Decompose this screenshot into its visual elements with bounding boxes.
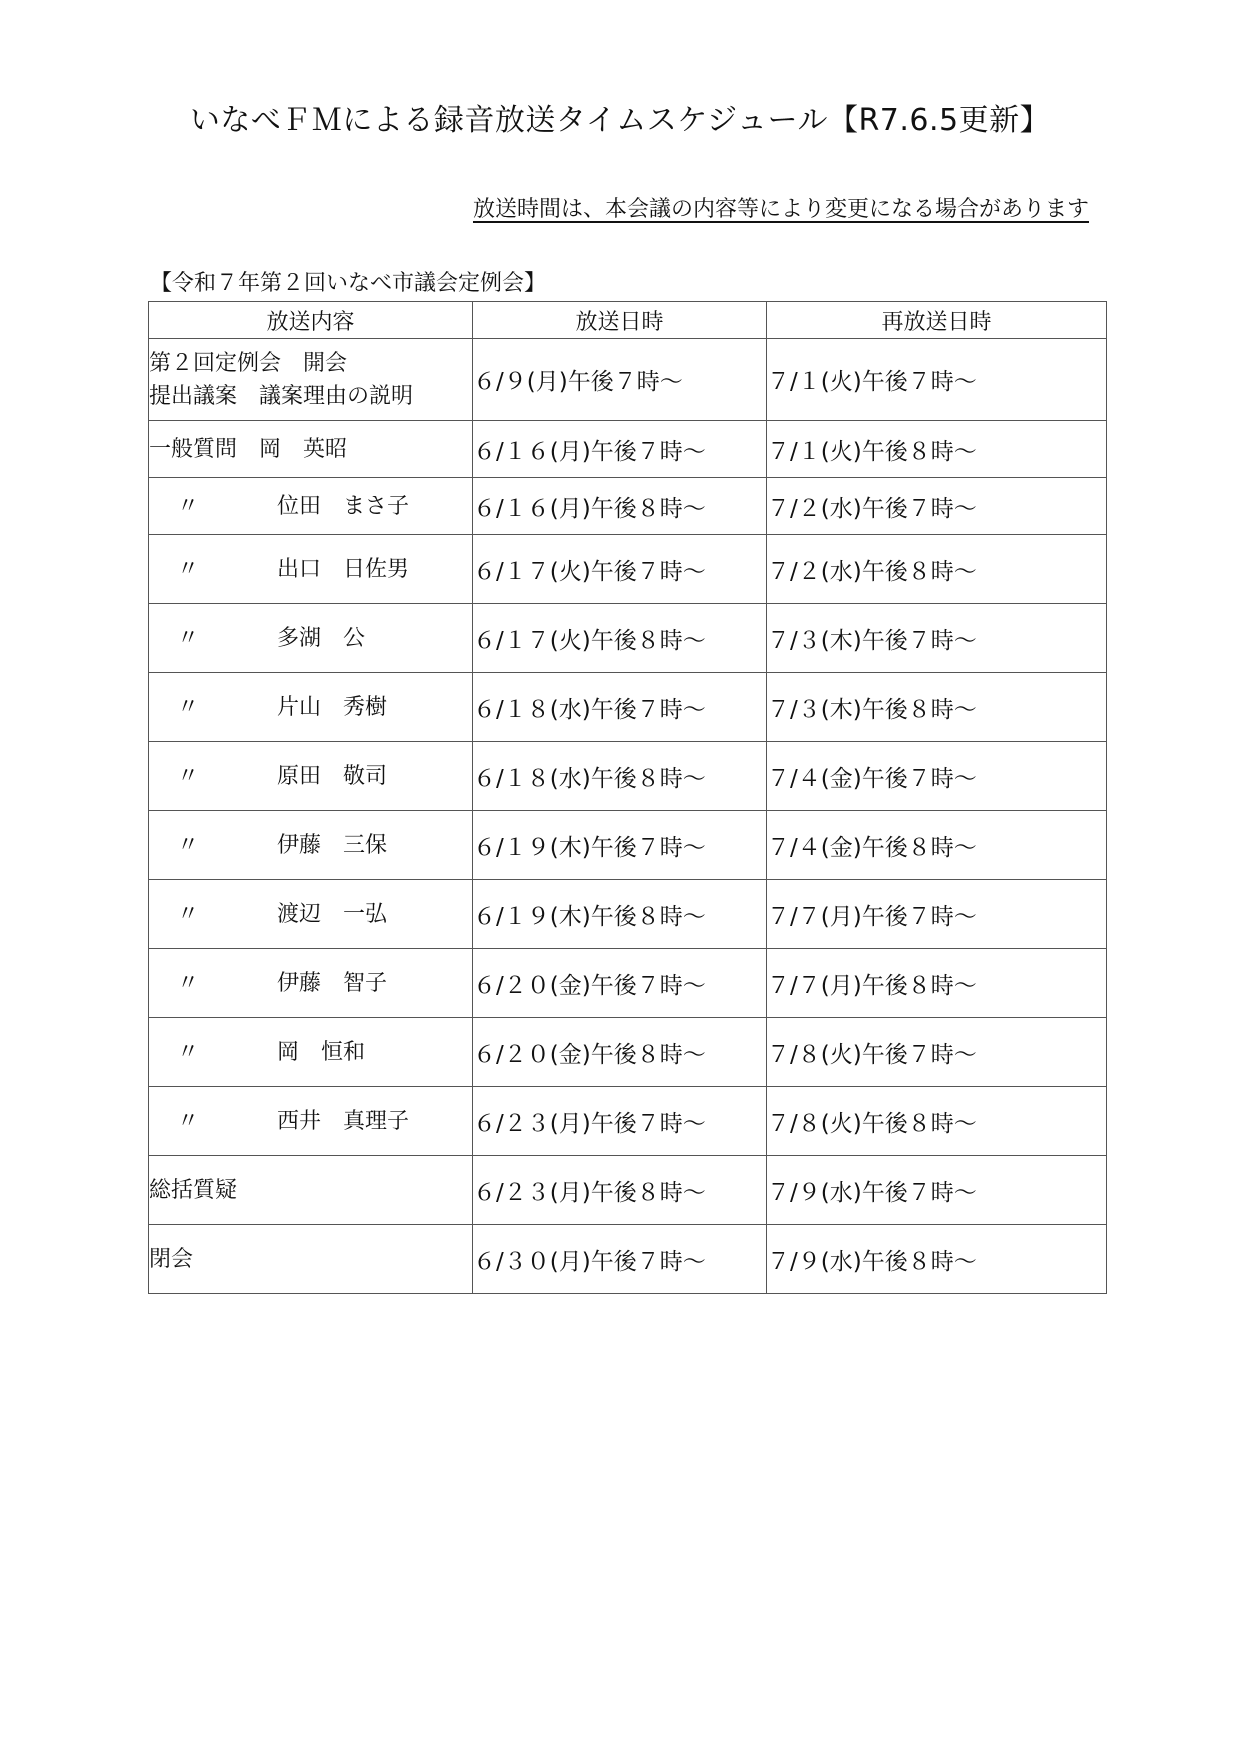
rebroadcast-date: ７/２(水)午後７時～ xyxy=(767,478,1107,535)
schedule-table xyxy=(148,301,1107,1294)
table-row xyxy=(149,742,1107,811)
ditto-mark: 〃 xyxy=(177,493,200,519)
broadcast-date: ６/２３(月)午後７時～ xyxy=(473,1087,767,1156)
table-row xyxy=(149,880,1107,949)
broadcast-date: ６/１９(木)午後８時～ xyxy=(473,880,767,949)
rebroadcast-date: ７/７(月)午後８時～ xyxy=(767,949,1107,1018)
table-row xyxy=(149,339,1107,421)
speaker-name: 片山 秀樹 xyxy=(277,694,388,720)
row-content xyxy=(149,742,473,811)
broadcast-date: ６/１８(水)午後８時～ xyxy=(473,742,767,811)
session-title: 【令和７年第２回いなべ市議会定例会】 xyxy=(150,271,547,296)
speaker-name: 岡 恒和 xyxy=(277,1039,366,1065)
table-row xyxy=(149,673,1107,742)
rebroadcast-date: ７/８(火)午後７時～ xyxy=(767,1018,1107,1087)
rebroadcast-date: ７/１(火)午後８時～ xyxy=(767,421,1107,478)
row-content xyxy=(149,478,473,535)
ditto-mark: 〃 xyxy=(177,1108,200,1134)
broadcast-date: ６/１９(木)午後７時～ xyxy=(473,811,767,880)
speaker-name: 位田 まさ子 xyxy=(277,493,410,519)
table-row xyxy=(149,1087,1107,1156)
rebroadcast-date: ７/４(金)午後７時～ xyxy=(767,742,1107,811)
header-broadcast-date: 放送日時 xyxy=(473,302,767,339)
table-header-row xyxy=(149,302,1107,339)
page-title: いなべＦＭによる録音放送タイムスケジュール【R7.6.5更新】 xyxy=(189,103,1051,138)
speaker-name: 伊藤 智子 xyxy=(277,970,388,996)
ditto-mark: 〃 xyxy=(177,970,200,996)
table-row xyxy=(149,1225,1107,1294)
header-rebroadcast-date: 再放送日時 xyxy=(767,302,1107,339)
speaker-name: 渡辺 一弘 xyxy=(277,901,388,927)
broadcast-date: ６/１７(火)午後７時～ xyxy=(473,535,767,604)
row-content xyxy=(149,811,473,880)
row-content xyxy=(149,880,473,949)
ditto-mark: 〃 xyxy=(177,556,200,582)
rebroadcast-date: ７/３(木)午後７時～ xyxy=(767,604,1107,673)
row-content xyxy=(149,1018,473,1087)
broadcast-date: ６/１６(月)午後８時～ xyxy=(473,478,767,535)
content-line: 提出議案 議案理由の説明 xyxy=(149,383,414,409)
ditto-mark: 〃 xyxy=(177,832,200,858)
rebroadcast-date: ７/９(水)午後８時～ xyxy=(767,1225,1107,1294)
rebroadcast-date: ７/７(月)午後７時～ xyxy=(767,880,1107,949)
broadcast-date: ６/３０(月)午後７時～ xyxy=(473,1225,767,1294)
table-row xyxy=(149,604,1107,673)
rebroadcast-date: ７/３(木)午後８時～ xyxy=(767,673,1107,742)
table-row xyxy=(149,421,1107,478)
row-content xyxy=(149,673,473,742)
table-row xyxy=(149,949,1107,1018)
table-row xyxy=(149,478,1107,535)
row-content: 総括質疑 xyxy=(149,1156,473,1225)
row-content xyxy=(149,339,473,421)
schedule-notice: 放送時間は、本会議の内容等により変更になる場合があります xyxy=(472,197,1089,222)
table-row xyxy=(149,1018,1107,1087)
broadcast-date: ６/１７(火)午後８時～ xyxy=(473,604,767,673)
ditto-mark: 〃 xyxy=(177,1039,200,1065)
rebroadcast-date: ７/９(水)午後７時～ xyxy=(767,1156,1107,1225)
speaker-name: 多湖 公 xyxy=(277,625,366,651)
broadcast-date: ６/１８(水)午後７時～ xyxy=(473,673,767,742)
broadcast-date: ６/２０(金)午後７時～ xyxy=(473,949,767,1018)
row-content xyxy=(149,604,473,673)
broadcast-date: ６/２３(月)午後８時～ xyxy=(473,1156,767,1225)
ditto-mark: 〃 xyxy=(177,625,200,651)
table-row xyxy=(149,1156,1107,1225)
rebroadcast-date: ７/１(火)午後７時～ xyxy=(767,339,1107,421)
row-content xyxy=(149,1087,473,1156)
speaker-name: 出口 日佐男 xyxy=(277,556,410,582)
rebroadcast-date: ７/８(火)午後８時～ xyxy=(767,1087,1107,1156)
broadcast-date: ６/９(月)午後７時～ xyxy=(473,339,767,421)
broadcast-date: ６/２０(金)午後８時～ xyxy=(473,1018,767,1087)
speaker-name: 原田 敬司 xyxy=(277,763,388,789)
row-content xyxy=(149,535,473,604)
content-line: 第２回定例会 開会 xyxy=(149,350,348,376)
rebroadcast-date: ７/２(水)午後８時～ xyxy=(767,535,1107,604)
ditto-mark: 〃 xyxy=(177,694,200,720)
header-content: 放送内容 xyxy=(149,302,473,339)
row-content: 一般質問 岡 英昭 xyxy=(149,421,473,478)
rebroadcast-date: ７/４(金)午後８時～ xyxy=(767,811,1107,880)
speaker-name: 伊藤 三保 xyxy=(277,832,388,858)
ditto-mark: 〃 xyxy=(177,763,200,789)
row-content xyxy=(149,949,473,1018)
row-content: 閉会 xyxy=(149,1225,473,1294)
table-row xyxy=(149,811,1107,880)
speaker-name: 西井 真理子 xyxy=(277,1108,410,1134)
broadcast-date: ６/１６(月)午後７時～ xyxy=(473,421,767,478)
table-row xyxy=(149,535,1107,604)
ditto-mark: 〃 xyxy=(177,901,200,927)
